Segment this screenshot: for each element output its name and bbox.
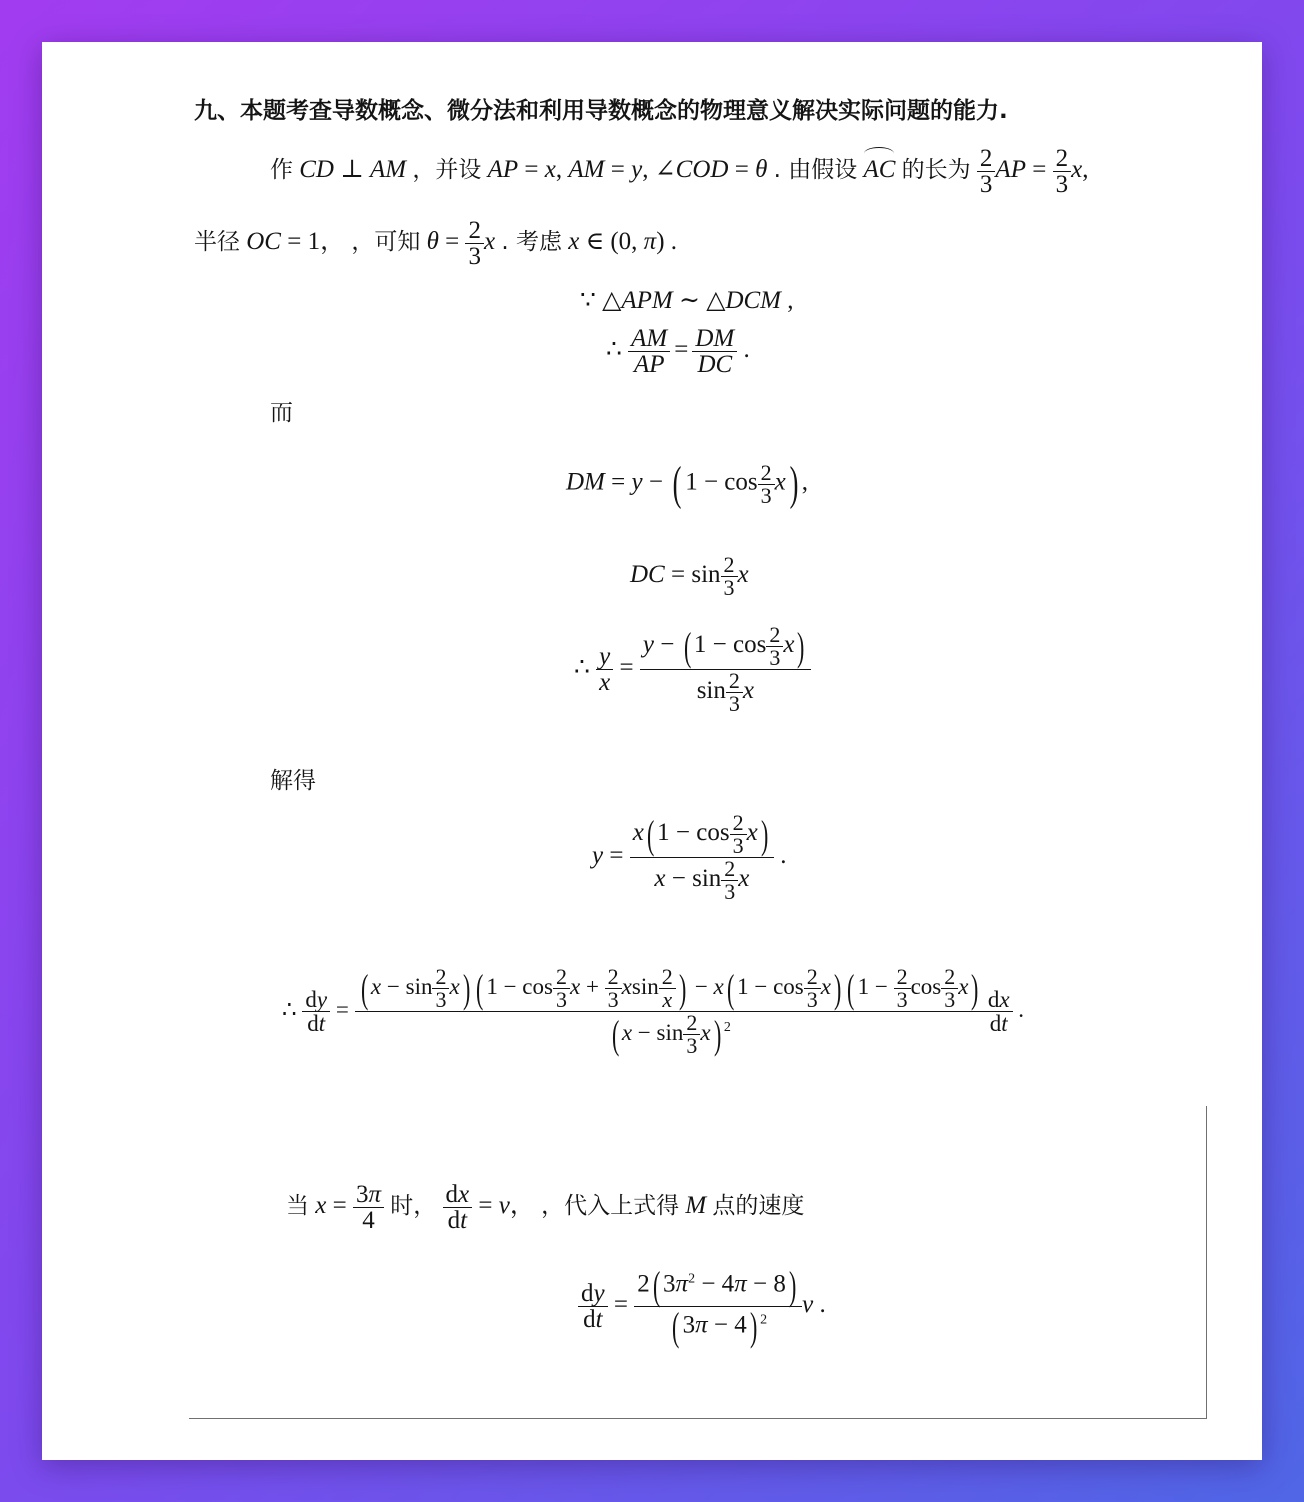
last-text-1: 当 (286, 1193, 309, 1220)
frame-border-right (1206, 1106, 1207, 1419)
equation-dc: DC = sin $\frac{2}{3}$ x (630, 552, 749, 600)
p2-text-1: 半径 (194, 229, 240, 256)
frac-2-3: $\frac{2}{3}$ (1053, 146, 1072, 197)
p1-text-1: 作 (270, 157, 293, 184)
p1-text-3: . 由假设 (773, 157, 858, 184)
p2-text-3: . 考虑 (501, 229, 562, 256)
frac-2-3: $\frac{2}{3}$ (465, 218, 484, 269)
last-text-3: ，代入上式得 (541, 1193, 680, 1220)
math-ap-am-angle: AP (487, 156, 519, 184)
p2-text-2: ，可知 (351, 229, 421, 256)
last-text-4: 点的速度 (712, 1193, 805, 1220)
word-jiede: 解得 (270, 768, 316, 794)
equation-dm: DM = y − ( 1 − cos $\frac{2}{3}$ x) , (566, 457, 808, 510)
equation-y-over-x: ∴ $\frac{y}{x}$ = y − ( 1 − cos $\frac{2}{3}$ x) sin $\frac{2}{3}$ x (574, 624, 811, 715)
frame-border-bottom (189, 1418, 1207, 1419)
document-page (42, 42, 1262, 1460)
equation-similar-triangles: ∵ △APM ∼ △DCM , (580, 287, 794, 314)
frac-2-3: $\frac{2}{3}$ (977, 146, 996, 197)
word-er: 而 (270, 400, 293, 426)
paragraph-2: 半径 OC = 1， ，可知 θ = $\frac{2}{3}$ x . 考虑 x ∈ (0, π) . (194, 217, 678, 270)
p1-text-2: ，并设 (412, 157, 482, 184)
math-cd-perp-am: CD (299, 156, 334, 184)
math-arc-ac: AC (863, 156, 896, 184)
p1-text-4: 的长为 (901, 157, 971, 184)
equation-y-solved: y = x( 1 − cos $\frac{2}{3}$ x) x − sin $\frac{2}{3}$ x . (592, 810, 787, 904)
heading: 九、本题考查导数概念、微分法和利用导数概念的物理意义解决实际问题的能力. (194, 98, 1008, 124)
equation-final-velocity: $\frac{dy}{dt}$ = $\frac{2( 3\pi^2 - 4\pi - 8)}{( 3\pi - 4) ^2}$ v . (578, 1266, 826, 1347)
equation-ratio: ∴ $\frac{AM}{AP}$ = $\frac{DM}{DC}$ . (606, 325, 750, 378)
last-text-2: 时， (390, 1193, 437, 1220)
equation-dy-dt: ∴ $\frac{dy}{dt}$ = ( x − sin $\frac{2}{3}$ x) ( 1 − cos $\frac{2}{3}$ x + $\frac{2}{3}$ xsin $\frac{2}{x}$ ) − x( 1 − cos $\frac{2}{3}$ x) ( 1 − $\frac{2}{3}$ cos $\frac{2}{3}$ x) ( x − sin $\frac{2}{3}$ x) $^2$ $\frac{dx}{dt}$ . (282, 964, 1025, 1058)
paragraph-1: 作 CD ⊥ AM ，并设 AP = x, AM = y, ∠COD = θ . 由假设 AC 的长为 $\frac{2}{3}$ AP = $\frac{2}{3}$ x, (270, 145, 1089, 198)
paragraph-last: 当 x = $\frac{3\pi}{4}$ 时， $\frac{dx}{dt}$ = v， ，代入上式得 M 点的速度 (286, 1181, 805, 1234)
